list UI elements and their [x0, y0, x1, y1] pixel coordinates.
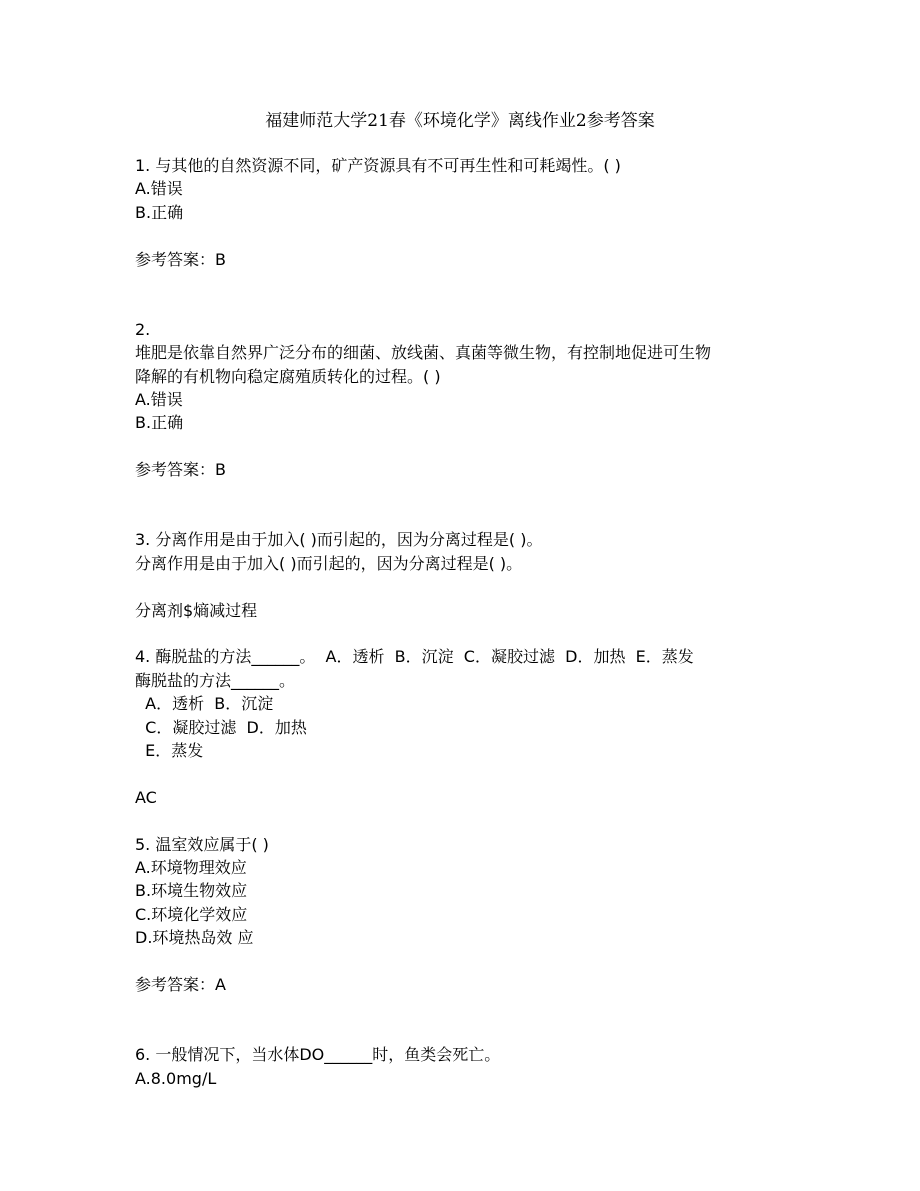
- question-5-option-a: A.环境物理效应: [135, 858, 247, 878]
- question-6-option-a: A.8.0mg/L: [135, 1068, 217, 1088]
- question-2: [135, 318, 795, 482]
- question-2-stem-line-1: 堆肥是依靠自然界广泛分布的细菌、放线菌、真菌等微生物，有控制地促进可生物: [135, 343, 712, 363]
- question-4-stem-repeat: 酶脱盐的方法______。: [135, 670, 296, 690]
- question-2-number: 2.: [135, 319, 151, 339]
- question-4-options-line-3: E．蒸发: [135, 741, 204, 761]
- question-1-stem: 1. 与其他的自然资源不同，矿产资源具有不可再生性和可耗竭性。( ): [135, 156, 621, 175]
- question-4-options-line-1: A．透析 B．沉淀: [135, 694, 274, 714]
- question-5: [135, 833, 795, 997]
- question-4-options-line-2: C．凝胶过滤 D．加热: [135, 717, 307, 737]
- question-1-option-b: B.正确: [135, 202, 184, 222]
- document-title: 福建师范大学21春《环境化学》离线作业2参考答案: [265, 111, 655, 131]
- question-4-answer: AC: [135, 787, 157, 807]
- question-3-stem: 3. 分离作用是由于加入( )而引起的，因为分离过程是( )。: [135, 530, 543, 550]
- question-1-option-a: A.错误: [135, 179, 183, 199]
- question-3-answer: 分离剂$熵减过程: [135, 600, 258, 620]
- question-2-answer: 参考答案：B: [135, 460, 226, 480]
- question-4-stem: 4. 酶脱盐的方法______。 A．透析 B．沉淀 C．凝胶过滤 D．加热 E．蒸发: [135, 647, 694, 667]
- question-5-option-b: B.环境生物效应: [135, 881, 248, 901]
- question-5-option-d: D.环境热岛效 应: [135, 928, 254, 948]
- document-body: [135, 154, 795, 1090]
- question-5-option-c: C.环境化学效应: [135, 904, 248, 924]
- question-5-stem: 5. 温室效应属于( ): [135, 834, 269, 854]
- question-2-option-a: A.错误: [135, 390, 183, 410]
- question-6: [135, 1043, 795, 1090]
- question-3: [135, 528, 795, 622]
- question-1: [135, 154, 795, 271]
- question-4: [135, 645, 795, 809]
- question-2-option-b: B.正确: [135, 413, 184, 433]
- question-6-stem: 6. 一般情况下，当水体DO______时，鱼类会死亡。: [135, 1045, 501, 1065]
- question-2-stem-line-2: 降解的有机物向稳定腐殖质转化的过程。( ): [135, 366, 441, 386]
- question-5-answer: 参考答案：A: [135, 975, 226, 995]
- question-1-answer: 参考答案：B: [135, 249, 226, 269]
- question-3-stem-repeat: 分离作用是由于加入( )而引起的，因为分离过程是( )。: [135, 553, 523, 573]
